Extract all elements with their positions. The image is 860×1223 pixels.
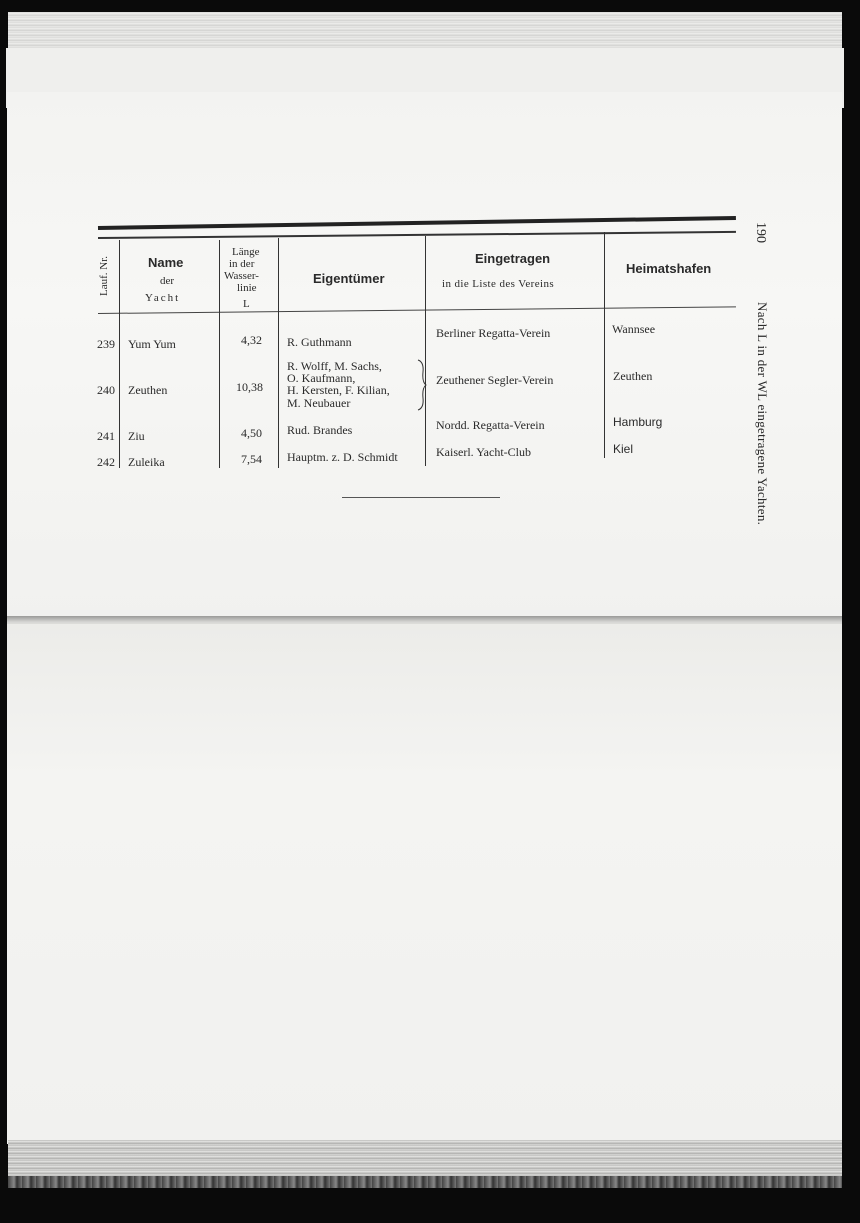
header-name-1: Name [148, 255, 184, 270]
header-registered: Eingetragen [475, 251, 551, 266]
running-title: Nach L in der WL eingetragene Yachten. [755, 302, 770, 526]
row-239-nr: 239 [97, 337, 115, 351]
col-divider-1 [119, 240, 120, 468]
row-239-name: Yum Yum [128, 337, 176, 351]
header-length-2: in der [229, 258, 255, 270]
header-owner: Eigentümer [313, 271, 385, 286]
row-241-port: Hamburg [613, 415, 663, 429]
row-242-owner: Hauptm. z. D. Schmidt [287, 450, 398, 464]
header-registered-sub: in die Liste des Vereins [442, 278, 555, 290]
header-name-3: Yacht [145, 292, 181, 304]
page-stack-bottom-edge [8, 1140, 842, 1180]
row-242-name: Zuleika [128, 455, 165, 469]
col-divider-4 [425, 236, 426, 466]
header-length-1: Länge [232, 246, 260, 258]
row-241-nr: 241 [97, 429, 115, 443]
row-240-owner-brace [416, 358, 428, 412]
header-length-4: linie [237, 282, 257, 294]
header-length-5: L [243, 298, 250, 310]
row-240-owner-line-4: M. Neubauer [287, 396, 351, 410]
header-nr: Lauf. Nr. [98, 256, 110, 297]
page-stack-bottom-dark [8, 1176, 842, 1188]
row-242-length: 7,54 [241, 452, 262, 466]
row-239-length: 4,32 [241, 333, 262, 347]
row-240-owner-line-3: H. Kersten, F. Kilian, [287, 383, 390, 397]
row-240-port: Zeuthen [613, 369, 653, 383]
header-name-2: der [160, 275, 175, 287]
row-240-owner-line-1: R. Wolff, M. Sachs, [287, 359, 382, 373]
row-240-owner-line-2: O. Kaufmann, [287, 371, 356, 385]
row-241-length: 4,50 [241, 426, 262, 440]
row-241-owner: Rud. Brandes [287, 423, 353, 437]
row-240-nr: 240 [97, 383, 115, 397]
row-241-club: Nordd. Regatta-Verein [436, 418, 545, 432]
col-divider-2 [219, 240, 220, 468]
page-stack-top-edge [8, 12, 842, 52]
col-divider-3 [278, 238, 279, 468]
row-242-port: Kiel [613, 442, 634, 456]
book-page-lower [7, 624, 842, 1144]
row-240-length: 10,38 [236, 380, 263, 394]
row-242-club: Kaiserl. Yacht-Club [436, 445, 531, 459]
row-240-name: Zeuthen [128, 383, 168, 397]
row-239-owner: R. Guthmann [287, 335, 352, 349]
row-241-name: Ziu [128, 429, 145, 443]
page-number: 190 [753, 222, 768, 243]
row-239-port: Wannsee [612, 322, 656, 336]
row-239-club: Berliner Regatta-Verein [436, 326, 551, 340]
row-240-club: Zeuthener Segler-Verein [436, 373, 554, 387]
header-length-3: Wasser- [224, 270, 259, 282]
table-end-rule [342, 497, 500, 498]
row-242-nr: 242 [97, 455, 115, 469]
col-divider-5 [604, 232, 605, 458]
header-port: Heimatshafen [626, 261, 712, 276]
